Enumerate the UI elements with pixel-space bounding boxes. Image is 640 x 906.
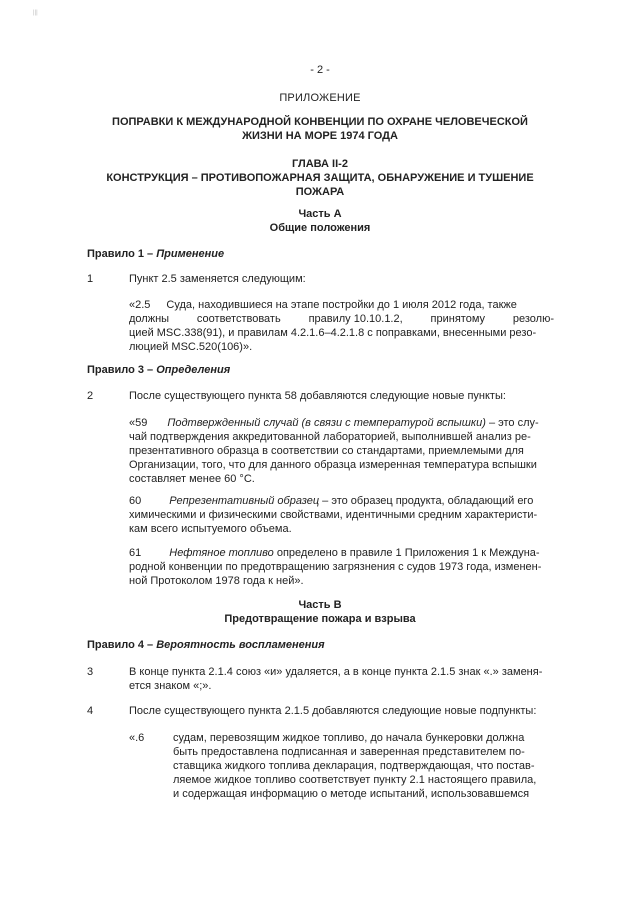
item1-text: Пункт 2.5 заменяется следующим: <box>129 273 306 285</box>
quote-line <box>129 312 554 326</box>
quote-word: резолю- <box>512 313 554 325</box>
rule3-prefix: Правило 3 – <box>87 364 157 376</box>
definition-first-line <box>129 494 554 508</box>
quote-text: люцией MSC.520(106)». <box>129 341 253 353</box>
subitem-number: «.6 <box>129 732 145 744</box>
rule3-heading <box>87 363 230 377</box>
definition-number: 61 <box>129 547 142 559</box>
annex-title: ПРИЛОЖЕНИЕ <box>279 92 361 104</box>
part-b-title: Предотвращение пожара и взрыва <box>224 613 416 625</box>
chapter-label: ГЛАВА II-2 <box>292 158 348 170</box>
quote-number: «2.5 <box>129 299 151 311</box>
definition-line: чай подтверждения аккредитованной лабораторией, выполнившей анализ ре- <box>129 431 531 443</box>
definition-line: кам всего испытуемого объема. <box>129 523 292 535</box>
quote-word: правилу 10.10.1.2, <box>308 313 403 325</box>
part-b-heading <box>80 598 560 626</box>
definition-number: 60 <box>129 495 142 507</box>
subitem-line: ляемое жидкое топливо соответствует пункту 2.1 настоящего правила, <box>173 774 537 786</box>
definition-term: Репрезентативный образец <box>169 495 320 507</box>
chapter-heading <box>80 157 560 199</box>
definition-line: составляет менее 60 °С. <box>129 473 255 485</box>
rule1-quote <box>129 298 554 354</box>
item3-line: В конце пункта 2.1.4 союз «и» удаляется, а в конце пункта 2.1.5 знак «.» заменя- <box>129 666 543 678</box>
chapter-title-line: КОНСТРУКЦИЯ – ПРОТИВОПОЖАРНАЯ ЗАЩИТА, ОБНАРУЖЕНИЕ И ТУШЕНИЕ <box>106 172 534 184</box>
rule4-heading <box>87 638 325 652</box>
rule3-title: Определения <box>156 364 231 376</box>
subitem-line: и содержащая информацию о методе испытаний, использовавшемся <box>173 788 530 800</box>
definition-line: ной Протоколом 1978 года к ней». <box>129 575 304 587</box>
item2-text: После существующего пункта 58 добавляются следующие новые пункты: <box>129 390 506 402</box>
item-number: 4 <box>87 705 94 717</box>
scan-mark: ||| <box>33 10 38 16</box>
quote-word: должны <box>129 313 170 325</box>
item4-text: После существующего пункта 2.1.5 добавляются следующие новые подпункты: <box>129 705 537 717</box>
subitem-line: ставщика жидкого топлива декларация, подтверждающая, что постав- <box>173 760 535 772</box>
quote-line <box>129 340 554 354</box>
definition-line: родной конвенции по предотвращению загрязнения с судов 1973 года, изменен- <box>129 561 542 573</box>
rule4-title: Вероятность воспламенения <box>156 639 325 651</box>
definition-first-line <box>129 416 554 430</box>
quote-word: соответствовать <box>196 313 281 325</box>
definition-61 <box>129 546 554 588</box>
definition-text: определено в правиле 1 Приложения 1 к Междуна- <box>273 547 540 559</box>
page-number: - 2 - <box>310 64 330 76</box>
part-b-label: Часть В <box>298 599 342 611</box>
part-a-heading <box>80 207 560 235</box>
subitem-line: судам, перевозящим жидкое топливо, до начала бункеровки должна <box>173 732 525 744</box>
rule4-prefix: Правило 4 – <box>87 639 157 651</box>
definition-text: – это слу- <box>485 417 539 429</box>
definition-line: химическими и физическими свойствами, идентичными средним характеристи- <box>129 509 538 521</box>
quote-text: цией MSC.338(91), и правилам 4.2.1.6–4.2.1.8 с поправками, внесенными резо- <box>129 327 537 339</box>
definition-text: – это образец продукта, обладающий его <box>319 495 534 507</box>
quote-word: принятому <box>430 313 485 325</box>
subitem-6 <box>173 731 553 801</box>
rule1-title: Применение <box>156 248 225 260</box>
definition-59 <box>129 416 554 486</box>
quote-text: Суда, находившиеся на этапе постройки до 1 июля 2012 года, также <box>166 299 517 311</box>
quote-line <box>129 298 554 312</box>
definition-number: «59 <box>129 417 148 429</box>
part-a-title: Общие положения <box>269 222 371 234</box>
definition-term: Нефтяное топливо <box>169 547 274 559</box>
definition-line: презентативного образца в соответствии со стандартами, приемлемыми для <box>129 445 524 457</box>
definition-term: Подтвержденный случай (в связи с температурой вспышки) <box>167 417 486 429</box>
definition-first-line <box>129 546 554 560</box>
rule1-prefix: Правило 1 – <box>87 248 157 260</box>
item3-line: ется знаком «;». <box>129 680 212 692</box>
subitem-line: быть предоставлена подписанная и заверенная представителем по- <box>173 746 525 758</box>
item-number: 2 <box>87 390 94 402</box>
main-title-line: ЖИЗНИ НА МОРЕ 1974 ГОДА <box>242 130 398 142</box>
rule1-heading <box>87 247 224 261</box>
item-number: 3 <box>87 666 94 678</box>
part-a-label: Часть А <box>298 208 342 220</box>
quote-line <box>129 326 554 340</box>
definition-line: Организации, того, что для данного образца измеренная температура вспышки <box>129 459 537 471</box>
definition-60 <box>129 494 554 536</box>
main-title-line: ПОПРАВКИ К МЕЖДУНАРОДНОЙ КОНВЕНЦИИ ПО ОХРАНЕ ЧЕЛОВЕЧЕСКОЙ <box>112 116 528 128</box>
chapter-title-line: ПОЖАРА <box>295 186 345 198</box>
item-number: 1 <box>87 273 94 285</box>
main-title <box>80 115 560 143</box>
item3-text <box>129 665 554 693</box>
